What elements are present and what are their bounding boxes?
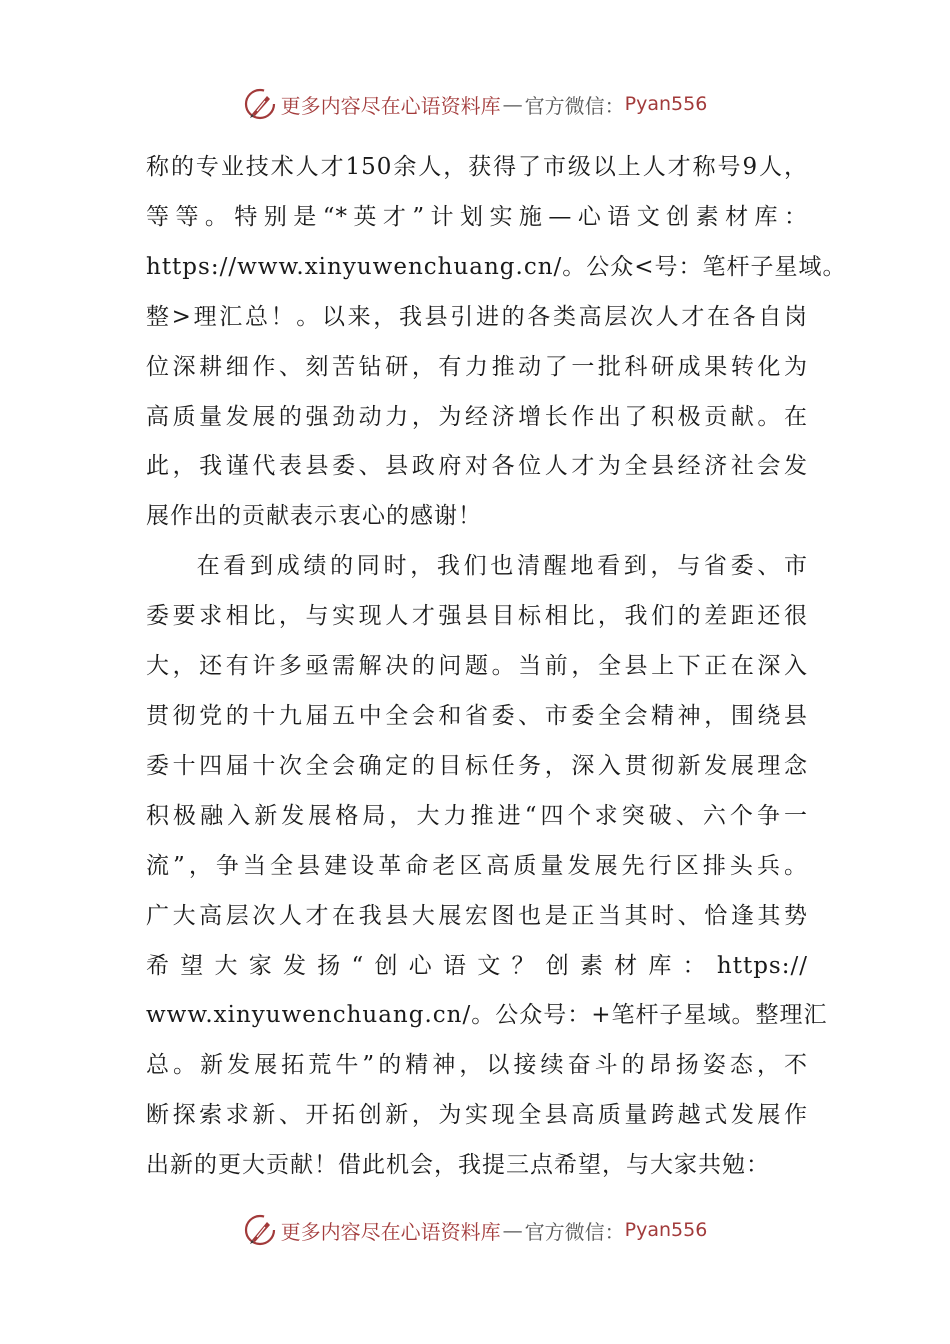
text-line: 广大高层次人才在我县大展宏图也是正当其时、恰逢其势 <box>146 902 808 929</box>
text-line: 此，我谨代表县委、县政府对各位人才为全县经济社会发 <box>146 453 808 480</box>
text-line: 出新的更大贡献！借此机会，我提三点希望，与大家共勉： <box>146 1152 770 1179</box>
text-line: https://www.xinyuwenchuang.cn/。公众<号：笔杆子星域。 <box>146 253 847 280</box>
paragraph-2 <box>146 542 828 1191</box>
text-line: 流”，争当全县建设革命老区高质量发展先行区排头兵。 <box>146 852 808 879</box>
text-line: 总。新发展拓荒牛”的精神，以接续奋斗的昂扬姿态，不 <box>146 1052 808 1079</box>
banner-separator: — <box>502 92 523 116</box>
banner-text: 更多内容尽在心语资料库 <box>280 1219 501 1244</box>
pen-logo-icon <box>243 87 277 121</box>
banner-wechat-label: 官方微信： <box>524 1219 625 1244</box>
text-line: 位深耕细作、刻苦钻研，有力推动了一批科研成果转化为 <box>146 353 808 380</box>
text-line: 断探索求新、开拓创新，为实现全县高质量跨越式发展作 <box>146 1102 808 1129</box>
text-line: 委十四届十次全会确定的目标任务，深入贯彻新发展理念 <box>146 752 808 779</box>
banner-wechat-id: Pyan556 <box>624 1219 708 1241</box>
header-banner <box>0 84 950 124</box>
paragraph-1 <box>146 143 847 542</box>
text-line: 展作出的贡献表示衷心的感谢！ <box>146 503 482 530</box>
text-line: 委要求相比，与实现人才强县目标相比，我们的差距还很 <box>146 603 808 630</box>
text-line: 等等。特别是“*英才”计划实施—心语文创素材库： <box>146 203 808 230</box>
banner-separator: — <box>502 1218 523 1242</box>
text-line: 高质量发展的强劲动力，为经济增长作出了积极贡献。在 <box>146 403 808 430</box>
document-body <box>146 143 847 1191</box>
banner-wechat-label: 官方微信： <box>524 93 625 118</box>
text-line: 在看到成绩的同时，我们也清醒地看到，与省委、市 <box>196 553 808 580</box>
text-line: 积极融入新发展格局，大力推进“四个求突破、六个争一 <box>146 802 808 829</box>
text-line: 称的专业技术人才150余人，获得了市级以上人才称号9人， <box>146 154 808 180</box>
banner-text: 更多内容尽在心语资料库 <box>280 93 501 118</box>
footer-banner <box>0 1210 950 1250</box>
text-line: www.xinyuwenchuang.cn/。公众号：+笔杆子星域。整理汇 <box>146 1002 828 1029</box>
text-line: 整>理汇总！。以来，我县引进的各类高层次人才在各自岗 <box>146 303 808 330</box>
text-line: 大，还有许多亟需解决的问题。当前，全县上下正在深入 <box>146 653 808 680</box>
banner-wechat-id: Pyan556 <box>624 93 708 115</box>
pen-logo-icon <box>243 1213 277 1247</box>
text-line: 贯彻党的十九届五中全会和省委、市委全会精神，围绕县 <box>146 702 808 729</box>
text-line: 希望大家发扬“创心语文？创素材库：https:// <box>146 952 808 979</box>
